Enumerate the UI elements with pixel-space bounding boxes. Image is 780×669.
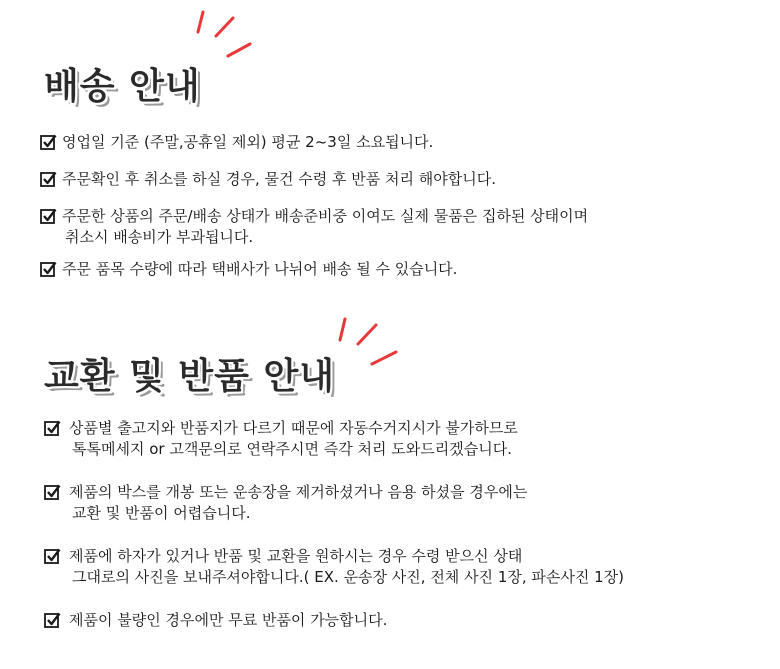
checkbox-checked-icon [44, 484, 61, 501]
item-text: 영업일 기준 (주말,공휴일 제외) 평균 2~3일 소요됩니다. [62, 133, 434, 151]
shipping-list [40, 132, 588, 296]
checkbox-checked-icon [40, 261, 57, 278]
list-item [40, 169, 588, 190]
item-text-continued: 취소시 배송비가 부과됩니다. [65, 228, 254, 246]
item-text: 제품이 불량인 경우에만 무료 반품이 가능합니다. [69, 611, 388, 629]
list-item [44, 418, 624, 460]
item-text: 제품의 박스를 개봉 또는 운송장을 제거하셨거나 음용 하셨을 경우에는 [69, 483, 528, 501]
item-text-continued: 톡톡메세지 or 고객문의로 연락주시면 즉각 처리 도와드리겠습니다. [72, 440, 512, 458]
checkbox-checked-icon [40, 134, 57, 151]
checkbox-checked-icon [40, 171, 57, 188]
item-text: 제품에 하자가 있거나 반품 및 교환을 원하시는 경우 수령 받으신 상태 [69, 547, 523, 565]
item-text-continued: 교환 및 반품이 어렵습니다. [72, 504, 251, 522]
item-text-continued: 그대로의 사진을 보내주셔야합니다.( EX. 운송장 사진, 전체 사진 1장, 파손사진 1장) [72, 568, 625, 586]
item-text: 주문한 상품의 주문/배송 상태가 배송준비중 이여도 실제 물품은 집하된 상태이며 [62, 207, 589, 225]
item-text: 상품별 출고지와 반품지가 다르기 때문에 자동수거지시가 불가하므로 [69, 419, 518, 437]
checkbox-checked-icon [44, 548, 61, 565]
checkbox-checked-icon [40, 208, 57, 225]
shipping-title: 배송 안내 [44, 66, 201, 107]
list-item [40, 132, 588, 153]
checkbox-checked-icon [44, 612, 61, 629]
item-text: 주문 품목 수량에 따라 택배사가 나뉘어 배송 될 수 있습니다. [62, 260, 458, 278]
item-text: 주문확인 후 취소를 하실 경우, 물건 수령 후 반품 처리 해야합니다. [62, 170, 496, 188]
list-item [44, 546, 624, 588]
red-emphasis-strokes-icon [328, 316, 408, 376]
red-emphasis-strokes-icon [188, 10, 258, 70]
list-item [40, 206, 588, 248]
list-item [40, 259, 588, 280]
exchange-list [44, 418, 624, 653]
list-item [44, 482, 624, 524]
list-item [44, 610, 624, 631]
checkbox-checked-icon [44, 420, 61, 437]
exchange-title: 교환 및 반품 안내 [44, 356, 336, 397]
